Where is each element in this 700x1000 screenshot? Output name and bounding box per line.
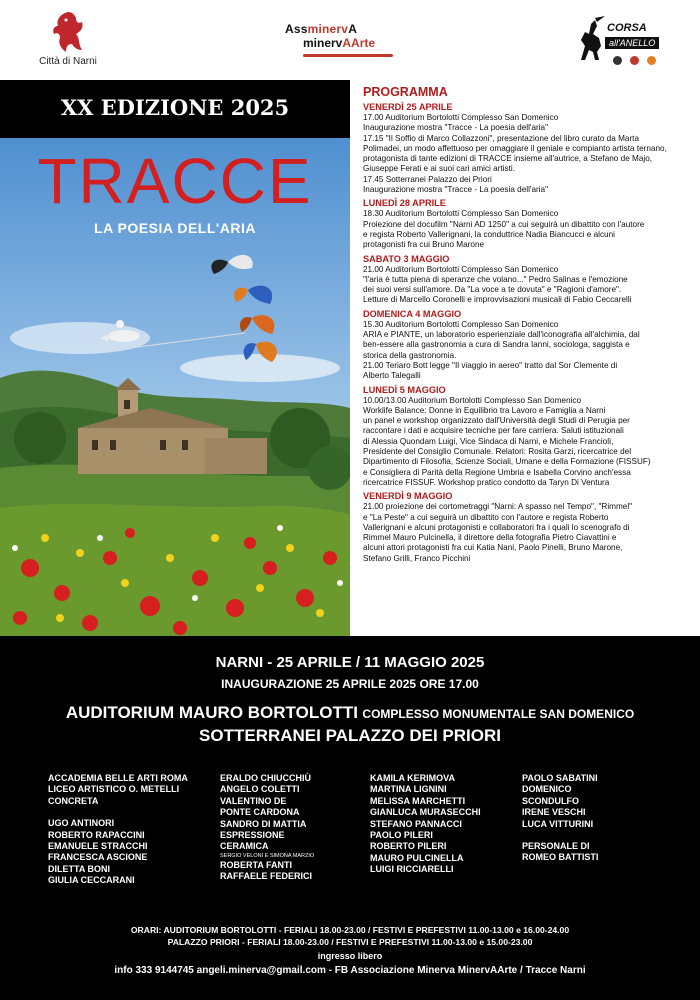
artist-name: CERAMICA — [220, 841, 269, 852]
artist-name: FRANCESCA ASCIONE — [48, 852, 148, 863]
program-line: 21.00 proiezione dei cortometraggi "Narni: A spasso nel Tempo", "Rimmel" — [363, 502, 633, 512]
narni-caption: Città di Narni — [39, 56, 97, 67]
narni-logo — [38, 10, 98, 67]
hours-palazzo: PALAZZO PRIORI - FERIALI 18.00-23.00 / FESTIVI E PREFESTIVI 11.00-13.00 e 15.00-23.00 — [167, 937, 533, 947]
spacer — [48, 807, 188, 818]
artist-name: PAOLO SABATINI — [522, 773, 598, 783]
corsa-subtitle: all'ANELLO — [605, 37, 659, 49]
entry-info: ingresso libero — [317, 951, 383, 961]
program-line: di Alessia Quondam Luigi, Vice Sindaca di Narni, e Michele Franciolì, — [363, 436, 614, 446]
artist-name: PONTE CARDONA — [220, 807, 300, 818]
artist-name: PAOLO PILERI — [370, 830, 433, 841]
program-line: Worklife Balance: Donne in Equilibrio tra Lavoro e Famiglia a Narni — [363, 405, 606, 415]
program-line: Proiezione del docufilm "Narni AD 1250" a cui seguirà un dibattito con l'autore — [363, 219, 645, 229]
artist-name: MAURO PULCINELLA — [370, 852, 464, 863]
artist-name: RAFFAELE FEDERICI — [220, 871, 313, 882]
artist-name: SCONDULFO — [522, 795, 579, 806]
artist-name: PERSONALE DI — [522, 841, 590, 852]
main-title: TRACCE — [37, 145, 313, 217]
artist-name: IRENE VESCHI — [522, 807, 586, 818]
artist-name: ERALDO CHIUCCHIÙ — [220, 773, 311, 783]
artist-name: DOMENICO — [522, 784, 572, 795]
program-line: 15.30 Auditorium Bortolotti Complesso San Domenico — [363, 319, 559, 329]
program-line: ARIA e PIANTE, un laboratorio esperienziale dall'iconografia all'alchimia, dal — [363, 330, 640, 340]
artist-name: LICEO ARTISTICO O. METELLI — [48, 784, 180, 795]
artist-name: ROBERTO RAPACCINI — [48, 829, 145, 840]
artist-subnote: SERGIO VELONI E SIMONA MARZIO — [220, 852, 315, 859]
poster-artwork — [0, 138, 350, 636]
venue-1 — [0, 703, 700, 723]
program-line: protagonista di tante edizioni di TRACCE insieme all'autrice, a Stefano de Majo, — [363, 154, 653, 164]
program-line: e regista Roberto Vallerignani, la conduttrice Nadia Biancucci e alcuni — [363, 229, 615, 239]
hours-auditorium: ORARI: AUDITORIUM BORTOLOTTI - FERIALI 18.00-23.00 / FESTIVI E PREFESTIVI 11.00-13.00 e 16.00-24.00 — [130, 925, 570, 935]
program-line: dei suoi versi sull'amore. Da "La voce a te dovuta" e "Ragioni d'amore". — [363, 285, 622, 295]
program-day-heading: VENERDÌ 25 APRILE — [363, 102, 453, 112]
griffin-icon — [50, 10, 86, 54]
program-line: ricercatrice FISSUF. Workshop pratico condotto da Taryn Di Ventura — [363, 477, 610, 487]
edition-title: XX EDIZIONE 2025 — [60, 95, 290, 120]
main-subtitle: LA POESIA DELL'ARIA — [94, 220, 256, 236]
program-line: 21.00 Teriaro Bott legge "Il viaggio in aereo" tratto dal Sor Clemente di — [363, 360, 618, 370]
artist-name: ESPRESSIONE — [220, 830, 285, 841]
artist-name: ROMEO BATTISTI — [522, 852, 599, 863]
inauguration-line: INAUGURAZIONE 25 APRILE 2025 ORE 17.00 — [221, 677, 479, 691]
program-panel — [350, 80, 700, 636]
artists-col-2 — [220, 773, 314, 883]
program-line: 10.00/13.00 Auditorium Bortolotti Complesso San Domenico — [363, 395, 581, 405]
program-line: 17.15 "Il Soffio di Marco Collazzoni", presentazione del libro curato da Marta — [363, 133, 639, 143]
artist-name: ROBERTA FANTI — [220, 859, 292, 870]
program-line: Polimadei, un modo affettuoso per omaggiare il geniale e compianto artista ternano, — [363, 143, 667, 153]
program-line: 21.00 Auditorium Bortolotti Complesso San Domenico — [363, 264, 559, 274]
event-dates: NARNI - 25 APRILE / 11 MAGGIO 2025 — [215, 654, 485, 671]
spacer — [522, 830, 598, 841]
program-line: Dipartimento di Filosofia, Scienze Sociali, Umane e della Formazione (FISSUF) — [363, 457, 651, 467]
artist-name: MELISSA MARCHETTI — [370, 795, 466, 806]
corsa-logo — [575, 12, 675, 74]
header — [0, 0, 700, 80]
program-line: 18.30 Auditorium Bortolotti Complesso San Domenico — [363, 209, 559, 219]
minerva-line1: AssminervA — [285, 22, 358, 36]
artist-name: LUIGI RICCIARELLI — [370, 864, 454, 875]
artist-name: MARTINA LIGNINI — [370, 784, 447, 795]
program-heading: PROGRAMMA — [363, 85, 448, 99]
program-line: Presidente del Consiglio Comunale. Relatori: Rosita Garzi, ricercatrice del — [363, 447, 632, 457]
venue-1-sub: COMPLESSO MONUMENTALE SAN DOMENICO — [362, 707, 635, 721]
artist-name: CONCRETA — [48, 795, 99, 806]
minerva-bar — [303, 54, 393, 57]
program-day-heading: SABATO 3 MAGGIO — [363, 253, 450, 264]
artist-name: KAMILA KERIMOVA — [370, 773, 455, 783]
artist-name: ROBERTO PILERI — [370, 841, 447, 852]
program-line: Inaugurazione mostra "Tracce - La poesia dell'aria" — [363, 185, 549, 195]
program-line: Inaugurazione mostra "Tracce - La poesia dell'aria" — [363, 123, 549, 133]
horse-rider-icon — [575, 16, 607, 64]
artists-col-3 — [370, 773, 481, 876]
youtube-icon[interactable] — [630, 56, 639, 65]
artists-col-1 — [48, 773, 188, 887]
program-line: Vallerignani e alcuni protagonisti e collaboratori fra i quali lo scenografo di — [363, 522, 630, 532]
program-line: e Consigliera di Parità della Regione Umbria e Isabella Corvino anch'essa — [363, 467, 631, 477]
program-line: un panel e workshop organizzato dall'Università degli Studi di Perugia per — [363, 416, 630, 426]
program-line: 17.00 Auditorium Bortolotti Complesso San Domenico — [363, 113, 559, 122]
artist-name: SANDRO DI MATTIA — [220, 818, 307, 829]
artist-name: GIULIA CECCARANI — [48, 875, 135, 886]
instagram-icon[interactable] — [647, 56, 656, 65]
corsa-title: CORSA — [607, 22, 647, 34]
program-line: Rimmel Mauro Pulcinella, il direttore della fotografia Pietro Ciavattini e — [363, 533, 617, 543]
program-line: storica della gastronomia. — [363, 350, 457, 360]
artist-name: UGO ANTINORI — [48, 818, 115, 829]
contacts-line: info 333 9144745 angeli.minerva@gmail.com - FB Associazione Minerva MinervAArte / Tracce Narni — [114, 965, 586, 976]
artist-name: EMANUELE STRACCHI — [48, 841, 148, 852]
artist-name: DILETTA BONI — [48, 863, 110, 874]
artist-name: ACCADEMIA BELLE ARTI ROMA — [48, 773, 188, 783]
minerva-line2: minervAArte — [303, 36, 376, 50]
program-day-heading: VENERDÌ 9 MAGGIO — [363, 491, 453, 502]
program-line: Stefano Grilli, Franco Picchini — [363, 553, 471, 563]
facebook-icon[interactable] — [613, 56, 622, 65]
artist-name: STEFANO PANNACCI — [370, 818, 462, 829]
program-line: raccontare i dati e acquisire tecniche per fare carriera. Saluti istituzionali — [363, 426, 624, 436]
program-line: Giuseppe Ferati e ai suoi cari amici artisti. — [363, 164, 515, 174]
minerva-logo — [285, 22, 410, 62]
program-day-heading: LUNEDÌ 28 APRILE — [363, 198, 446, 209]
program-line: alcuni attori protagonisti fra cui Katia Nani, Paolo Pinelli, Bruno Marone, — [363, 543, 623, 553]
artist-name: VALENTINO DE — [220, 795, 287, 806]
program-line: Alberto Talegalli — [363, 371, 421, 381]
artist-name: ANGELO COLETTI — [220, 784, 300, 795]
program-list — [363, 99, 693, 564]
program-line: "l'aria è tutta piena di speranze che volano..." Pedro Salinas e l'emozione — [363, 274, 628, 284]
venue-2: SOTTERRANEI PALAZZO DEI PRIORI — [199, 726, 501, 745]
program-line: protagonisti fra cui Bruno Marone — [363, 240, 485, 250]
artist-name: LUCA VITTURINI — [522, 818, 594, 829]
program-line: Letture di Marcello Coronelli e improvvisazioni musicali di Fabio Ceccarelli — [363, 295, 632, 305]
program-day-heading: LUNEDÌ 5 MAGGIO — [363, 384, 446, 395]
venue-1-main: AUDITORIUM MAURO BORTOLOTTI — [65, 703, 358, 722]
artists-col-4 — [522, 773, 598, 864]
program-line: e "La Peste" a cui seguirà un dibattito con l'autore e regista Roberto — [363, 512, 609, 522]
artist-name: GIANLUCA MURASECCHI — [370, 807, 481, 818]
program-line: 17.45 Sotterranei Palazzo dei Priori — [363, 174, 492, 184]
program-line: ben-essere alla gastronomia a cura di Sandra Ianni, sociologa, saggista e — [363, 340, 630, 350]
program-day-heading: DOMENICA 4 MAGGIO — [363, 308, 462, 319]
edition-banner — [0, 80, 350, 138]
